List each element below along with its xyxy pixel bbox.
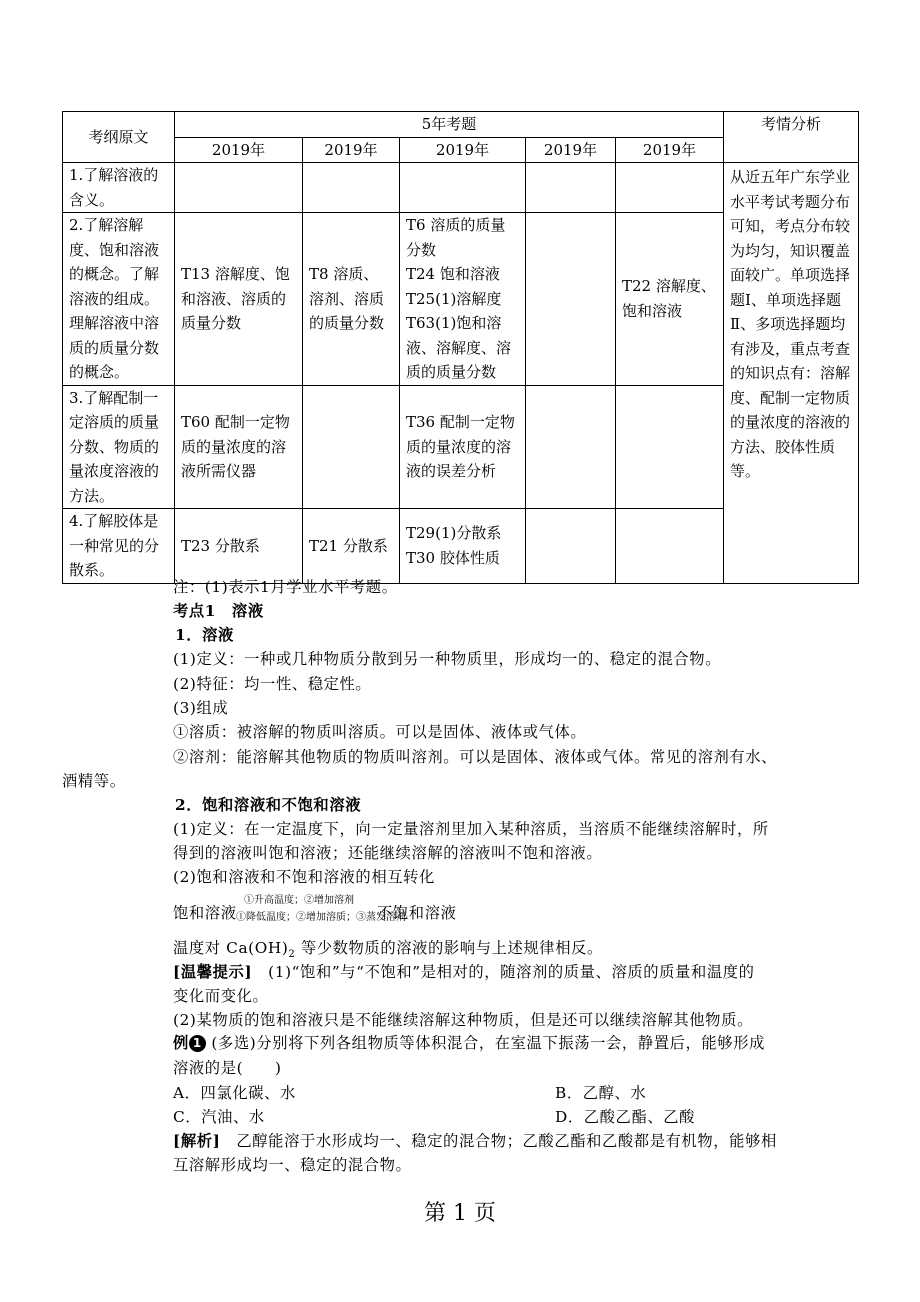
- cell: T29(1)分散系 T30 胶体性质: [400, 509, 526, 584]
- cell: [303, 385, 400, 509]
- example-number-badge: 1: [189, 1035, 206, 1052]
- option-c: C．汽油、水: [173, 1108, 265, 1126]
- header-outline: 考纲原文: [63, 112, 175, 163]
- cell: [616, 509, 724, 584]
- cell: [400, 163, 526, 213]
- paragraph: 酒精等。: [62, 772, 126, 790]
- cell: [526, 163, 616, 213]
- paragraph: (1)定义：在一定温度下，向一定量溶剂里加入某种溶质，当溶质不能继续溶解时，所: [173, 820, 769, 838]
- heading-solution: 1．溶液: [175, 626, 234, 644]
- paragraph: (2)某物质的饱和溶液只是不能继续溶解这种物质，但是还可以继续溶解其他物质。: [173, 1011, 753, 1029]
- outline-cell: 2.了解溶解度、饱和溶液的概念。了解溶液的组成。理解溶液中溶质的质量分数的概念。: [63, 213, 175, 386]
- paragraph: 得到的溶液叫饱和溶液；还能继续溶解的溶液叫不饱和溶液。: [173, 844, 603, 862]
- text: 温度对 Ca(OH): [173, 939, 289, 957]
- example-label: 例: [173, 1034, 189, 1052]
- cell: T6 溶质的质量分数 T24 饱和溶液 T25(1)溶解度 T63(1)饱和溶液、溶解度、溶质的质量分数: [400, 213, 526, 386]
- header-analysis: 考情分析: [724, 112, 859, 163]
- tip: [173, 962, 755, 982]
- cell: [616, 163, 724, 213]
- paragraph: [173, 938, 603, 965]
- text: 等少数物质的溶液的影响与上述规律相反。: [295, 939, 603, 957]
- cell: T36 配制一定物质的量浓度的溶液的误差分析: [400, 385, 526, 509]
- table-note: 注：(1)表示1月学业水平考题。: [173, 578, 398, 596]
- cell: [526, 509, 616, 584]
- exam-analysis-table: [62, 111, 859, 584]
- option-b: B．乙醇、水: [555, 1084, 647, 1102]
- cell: T13 溶解度、饱和溶液、溶质的质量分数: [175, 213, 303, 386]
- analysis-label: [解析]: [173, 1132, 221, 1150]
- text: (1)“饱和”与“不饱和”是相对的，随溶剂的质量、溶质的质量和温度的: [252, 963, 755, 981]
- cell: T60 配制一定物质的量浓度的溶液所需仪器: [175, 385, 303, 509]
- cell: [303, 163, 400, 213]
- cell: [526, 385, 616, 509]
- subscript: 2: [288, 949, 296, 961]
- paragraph: ①溶质：被溶解的物质叫溶质。可以是固体、液体或气体。: [173, 723, 587, 741]
- outline-cell: 4.了解胶体是一种常见的分散系。: [63, 509, 175, 584]
- header-year: 2019年: [303, 137, 400, 163]
- text: 乙醇能溶于水形成均一、稳定的混合物；乙酸乙酯和乙酸都是有机物，能够相: [220, 1132, 777, 1150]
- heading-saturated: 2．饱和溶液和不饱和溶液: [175, 796, 362, 814]
- paragraph: (3)组成: [173, 699, 229, 717]
- option-d: D．乙酸乙酯、乙酸: [555, 1108, 696, 1126]
- cell: [526, 213, 616, 386]
- paragraph: 变化而变化。: [173, 987, 269, 1005]
- section-title: 考点1 溶液: [173, 602, 264, 620]
- table-row: [63, 163, 859, 213]
- outline-cell: 1.了解溶液的含义。: [63, 163, 175, 213]
- paragraph: 互溶解形成均一、稳定的混合物。: [173, 1156, 412, 1174]
- saturated-label: 饱和溶液: [173, 904, 237, 922]
- outline-cell: 3.了解配制一定溶质的质量分数、物质的量浓度溶液的方法。: [63, 385, 175, 509]
- paragraph: (2)饱和溶液和不饱和溶液的相互转化: [173, 868, 435, 886]
- paragraph: (1)定义：一种或几种物质分散到另一种物质里，形成均一的、稳定的混合物。: [173, 650, 722, 668]
- paragraph: ②溶剂：能溶解其他物质的物质叫溶剂。可以是固体、液体或气体。常见的溶剂有水、: [173, 748, 778, 766]
- unsaturated-label: 不饱和溶液: [377, 904, 457, 922]
- header-year: 2019年: [616, 137, 724, 163]
- paragraph: (2)特征：均一性、稳定性。: [173, 675, 372, 693]
- reverse-condition: ①降低温度；②增加溶质；③蒸发溶剂: [236, 912, 406, 923]
- header-year: 2019年: [400, 137, 526, 163]
- cell: T8 溶质、溶剂、溶质的质量分数: [303, 213, 400, 386]
- analysis-cell: 从近五年广东学业水平考试考题分布可知，考点分布较为均匀，知识覆盖面较广。单项选择题Ⅰ、单项选择题Ⅱ、多项选择题均有涉及，重点考查的知识点有：溶解度、配制一定物质的量浓度的溶液的方法、胶体性质等。: [724, 163, 859, 584]
- example-question: [173, 1033, 765, 1053]
- cell: T23 分散系: [175, 509, 303, 584]
- cell: T21 分散系: [303, 509, 400, 584]
- analysis: [173, 1131, 777, 1151]
- tip-label: [温馨提示]: [173, 963, 253, 981]
- page-number: 第 1 页: [424, 1201, 496, 1226]
- cell: [616, 385, 724, 509]
- option-a: A．四氯化碳、水: [173, 1084, 296, 1102]
- cell: T22 溶解度、饱和溶液: [616, 213, 724, 386]
- forward-condition: ①升高温度；②增加溶剂: [244, 895, 354, 906]
- cell: [175, 163, 303, 213]
- paragraph: 溶液的是( ): [173, 1059, 282, 1077]
- header-year: 2019年: [526, 137, 616, 163]
- header-year: 2019年: [175, 137, 303, 163]
- header-years-group: 5年考题: [175, 112, 724, 138]
- text: (多选)分别将下列各组物质等体积混合，在室温下振荡一会，静置后，能够形成: [205, 1034, 765, 1052]
